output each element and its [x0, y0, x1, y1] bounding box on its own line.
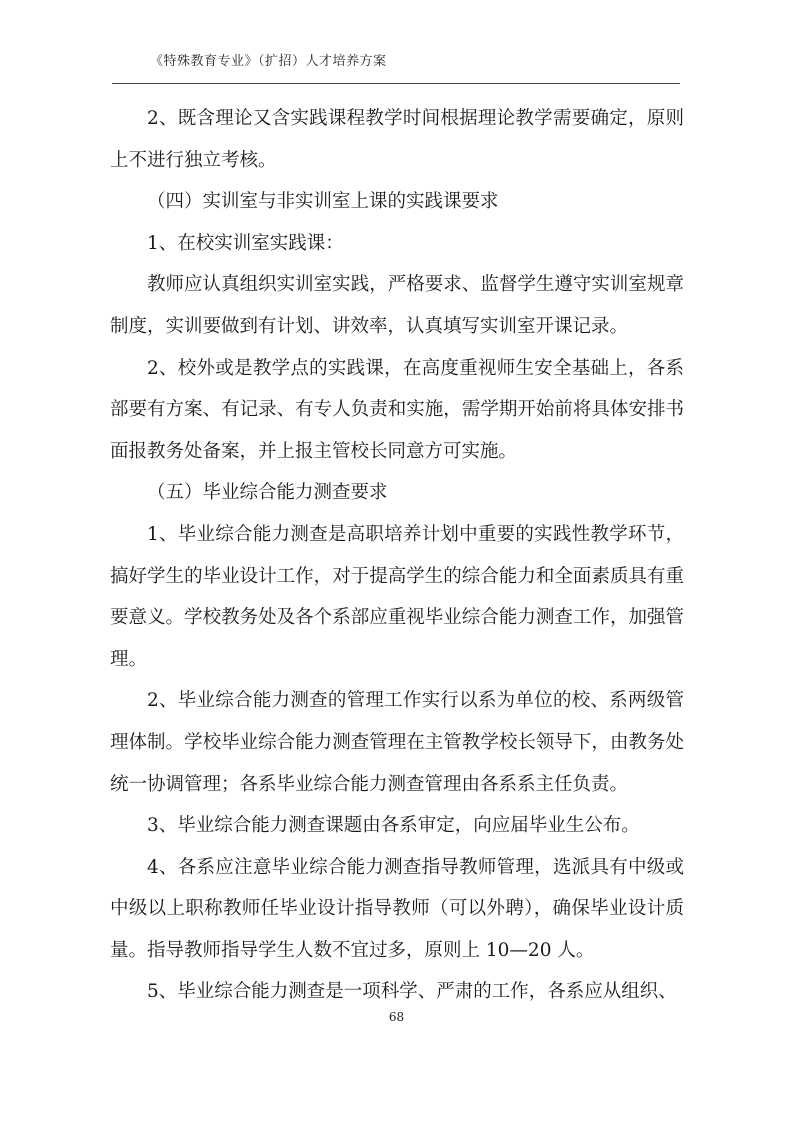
paragraph-graduation-seriousness: 5、毕业综合能力测查是一项科学、严肃的工作，各系应从组织、 — [147, 981, 677, 1003]
header-rule — [112, 83, 680, 84]
paragraph-on-campus-lab: 1、在校实训室实践课： — [147, 232, 344, 254]
section-heading-lab-practice: （四）实训室与非实训室上课的实践课要求 — [147, 191, 499, 213]
paragraph-graduation-management: 2、毕业综合能力测查的管理工作实行以系为单位的校、系两级管理体制。学校毕业综合能力测查管理在主管教学校长领导下，由教务处统一协调管理；各系毕业综合能力测查管理由各系系主任负责。 — [110, 690, 684, 795]
running-header: 《特殊教育专业》（扩招）人才培养方案 — [150, 54, 387, 69]
paragraph-off-campus-practice: 2、校外或是教学点的实践课，在高度重视师生安全基础上，各系部要有方案、有记录、有专人负责和实施，需学期开始前将具体安排书面报教务处备案，并上报主管校长同意方可实施。 — [110, 357, 684, 462]
document-body — [110, 98, 684, 1013]
page-number: 68 — [388, 1010, 405, 1024]
paragraph-supervisor-management: 4、各系应注意毕业综合能力测查指导教师管理，选派具有中级或中级以上职称教师任毕业设计指导教师（可以外聘），确保毕业设计质量。指导教师指导学生人数不宜过多，原则上 10—20 人。 — [110, 856, 684, 961]
paragraph-graduation-importance: 1、毕业综合能力测查是高职培养计划中重要的实践性教学环节，搞好学生的毕业设计工作，对于提高学生的综合能力和全面素质具有重要意义。学校教务处及各个系部应重视毕业综合能力测查工作，加强管理。 — [110, 523, 684, 670]
paragraph-teacher-lab-duties: 教师应认真组织实训室实践，严格要求、监督学生遵守实训室规章制度，实训要做到有计划、讲效率，认真填写实训室开课记录。 — [110, 274, 684, 337]
paragraph-theory-practice-assessment: 2、既含理论又含实践课程教学时间根据理论教学需要确定，原则上不进行独立考核。 — [110, 108, 684, 171]
section-heading-graduation-assessment: （五）毕业综合能力测查要求 — [147, 482, 388, 504]
paragraph-graduation-topics: 3、毕业综合能力测查课题由各系审定，向应届毕业生公布。 — [147, 815, 640, 837]
